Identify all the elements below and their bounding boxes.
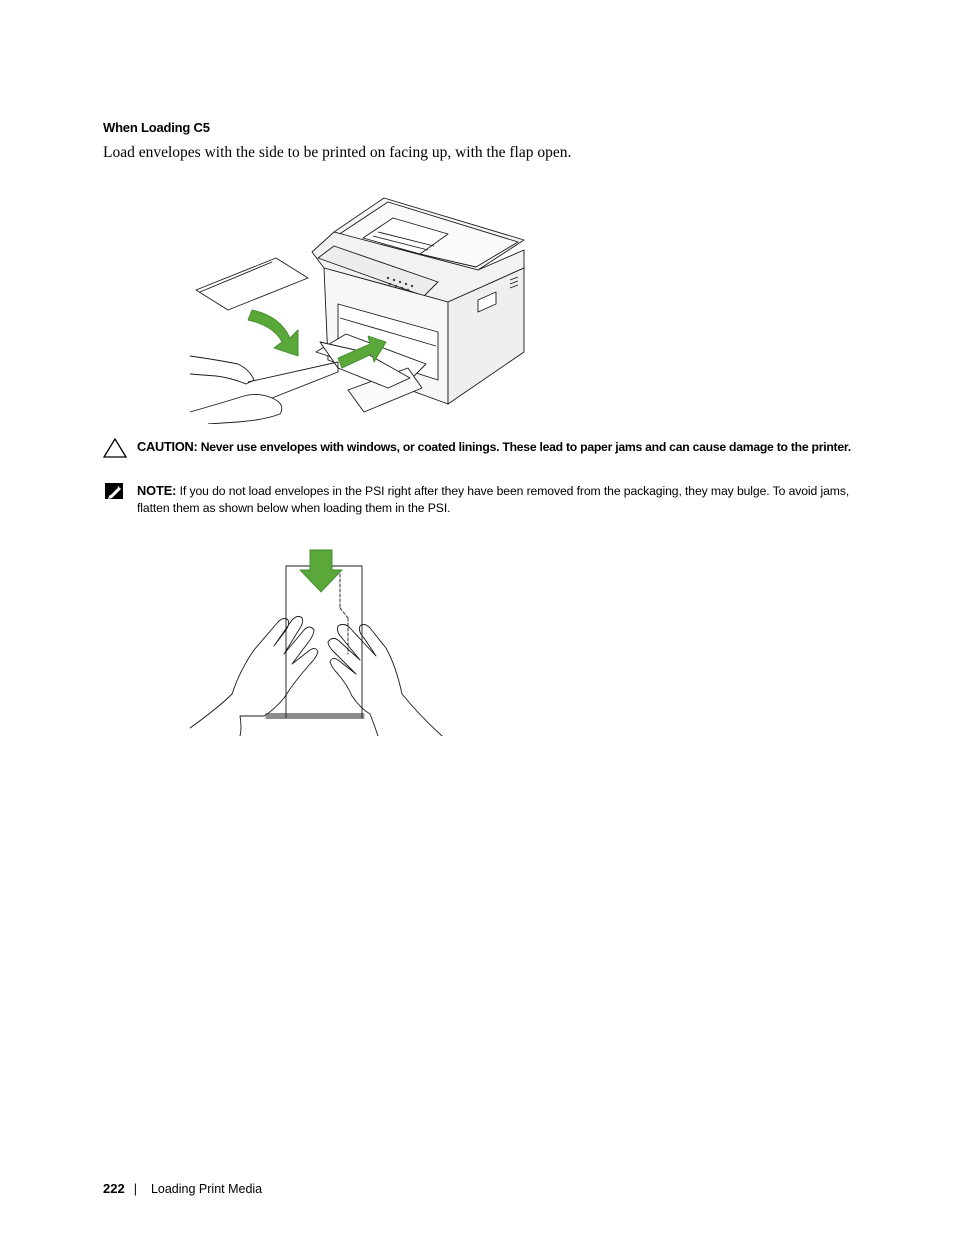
section-heading: When Loading C5 (103, 120, 210, 135)
note-notice (103, 482, 863, 522)
note-pencil-icon (103, 482, 127, 502)
caution-body: Never use envelopes with windows, or coated linings. These lead to paper jams and can cause damage to the printer. (200, 440, 851, 454)
caution-text (137, 438, 863, 456)
page-footer (103, 1181, 262, 1196)
caution-notice (103, 438, 863, 478)
intro-paragraph: Load envelopes with the side to be printed on facing up, with the flap open. (103, 144, 572, 161)
footer-separator: | (133, 1182, 137, 1196)
page-number: 222 (103, 1181, 125, 1196)
caution-triangle-icon (103, 438, 127, 458)
caution-label: CAUTION: (137, 439, 198, 454)
printer-loading-illustration (188, 192, 533, 424)
flatten-envelope-illustration (188, 546, 446, 736)
note-label: NOTE: (137, 483, 177, 498)
note-text (137, 482, 863, 517)
footer-section-title: Loading Print Media (150, 1182, 263, 1196)
note-body: If you do not load envelopes in the PSI right after they have been removed from the packaging, they may bulge. To avoid jams, flatten them as shown below when loading them in the PSI. (137, 484, 850, 515)
